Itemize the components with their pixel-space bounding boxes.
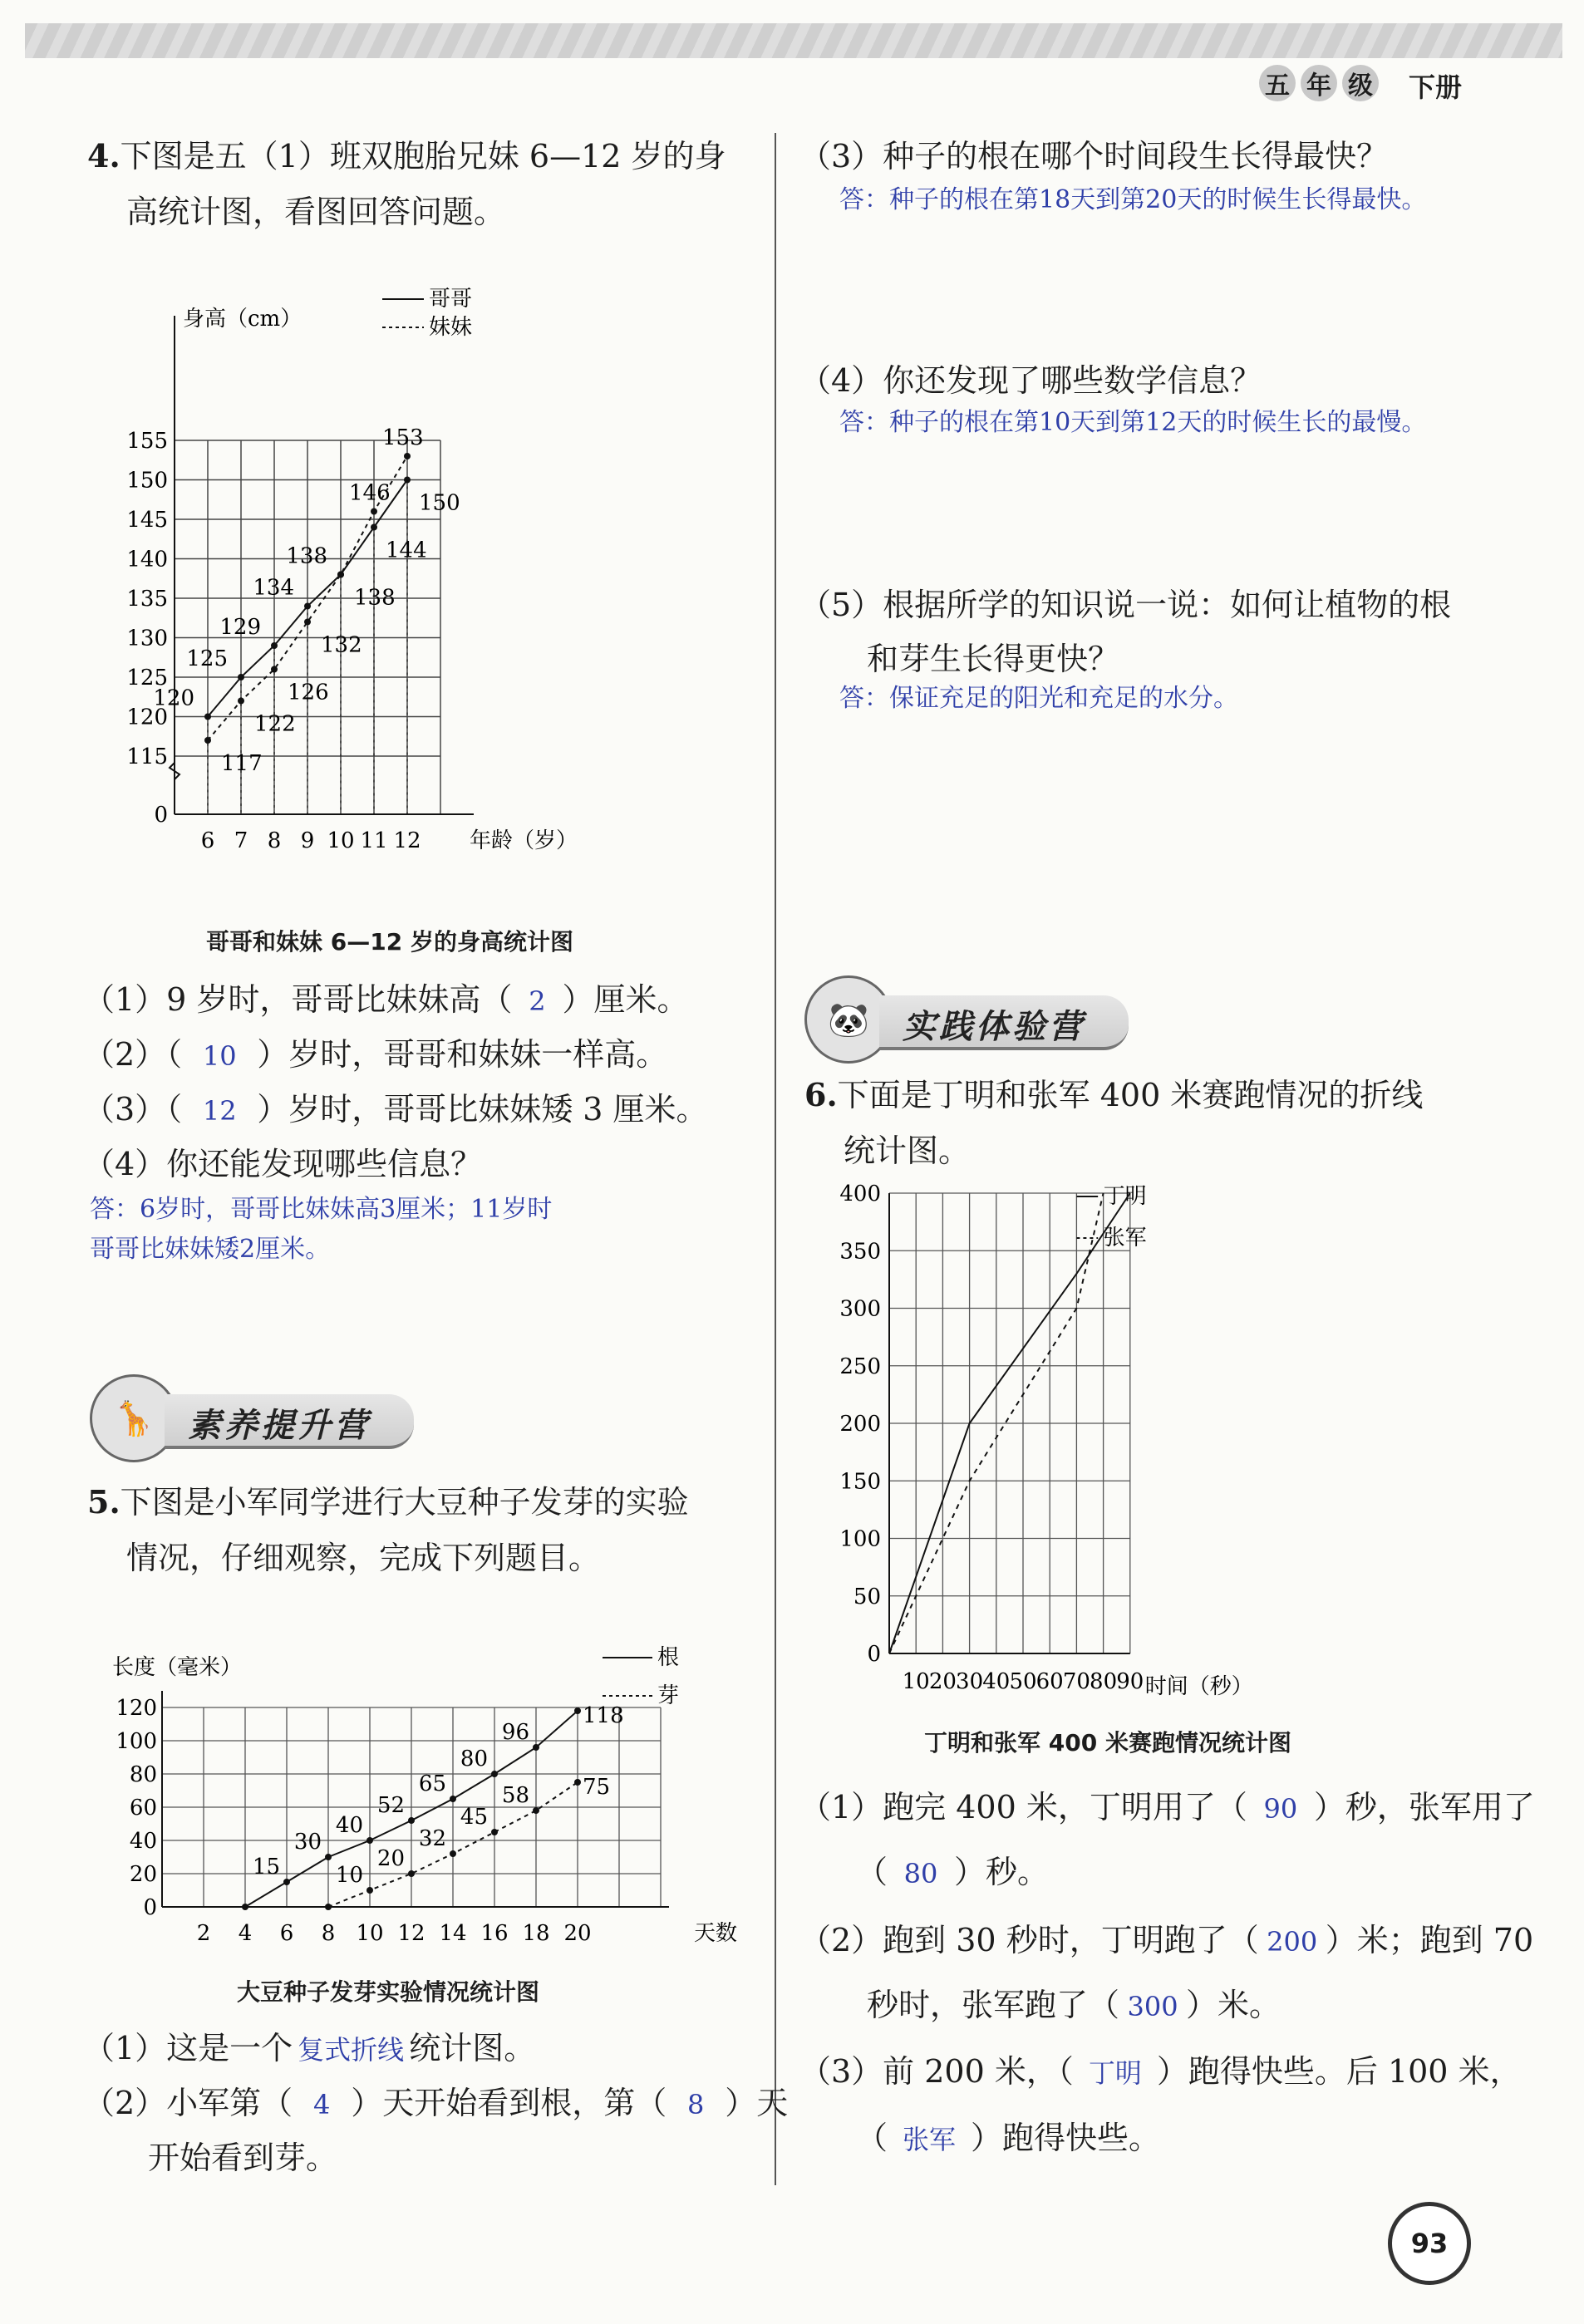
- data-point: [325, 1854, 332, 1860]
- q4-sub3: [83, 1082, 708, 1137]
- y-tick-label: 50: [853, 1584, 881, 1609]
- x-tick-label: 14: [439, 1921, 467, 1946]
- q6-s3-text-end: ）跑得快些。后 100 米，: [1156, 2053, 1522, 2090]
- q6-line1: [804, 1068, 1423, 1123]
- x-tick-label: 20: [563, 1921, 592, 1946]
- y-tick-label: 400: [839, 1182, 881, 1206]
- x-tick-label: 11: [360, 828, 388, 853]
- x-tick-label: 10: [902, 1669, 930, 1694]
- data-label: 96: [501, 1720, 529, 1745]
- data-point: [404, 453, 411, 459]
- q5-line2: 情况，仔细观察，完成下列题目。: [126, 1540, 601, 1576]
- q4-s2-text: （2）（: [83, 1036, 183, 1073]
- q5-s5-answer: 答：保证充足的阳光和充足的水分。: [839, 684, 1238, 713]
- q4-number: 4.: [87, 137, 121, 174]
- x-tick-label: 9: [300, 828, 315, 853]
- data-label: 125: [186, 646, 228, 671]
- giraffe-icon: 🦒: [90, 1374, 178, 1462]
- data-point: [450, 1796, 456, 1802]
- q6-sub3-line2: [856, 2110, 1160, 2166]
- data-point: [337, 572, 344, 578]
- q5-s2-answer2[interactable]: 8: [687, 2089, 705, 2120]
- data-label: 126: [288, 680, 329, 705]
- q4-s3-text: （3）（: [83, 1091, 183, 1128]
- legend-label: 哥哥: [429, 287, 473, 312]
- y-tick-label: 0: [154, 803, 168, 828]
- x-tick-label: 18: [522, 1921, 550, 1946]
- data-label: 10: [335, 1863, 363, 1888]
- panda-icon: 🐼: [804, 975, 893, 1064]
- q5-s2-text-mid: ）天开始看到根，第（: [351, 2085, 667, 2121]
- data-point: [304, 619, 311, 626]
- y-tick-label: 150: [839, 1469, 881, 1495]
- q6-sub1-line2: [856, 1845, 1049, 1900]
- y-tick-label: 0: [143, 1895, 157, 1920]
- y-axis-label: 身高（cm）: [183, 307, 303, 332]
- data-label: 146: [349, 480, 391, 506]
- y-tick-label: 40: [129, 1829, 157, 1854]
- data-point: [325, 1904, 332, 1910]
- practice-banner-title: 实践体验营: [903, 1008, 1085, 1046]
- data-point: [491, 1829, 498, 1835]
- height-chart-caption: 哥哥和妹妹 6—12 岁的身高统计图: [206, 928, 573, 956]
- q5-s3-answer: 答：种子的根在第18天到第20天的时候生长得最快。: [839, 185, 1427, 214]
- q4-s1-answer[interactable]: 2: [529, 985, 546, 1017]
- data-point: [204, 737, 211, 744]
- x-tick-label: 8: [267, 828, 282, 853]
- data-point: [271, 666, 278, 673]
- q5-sub4: （4）你还发现了哪些数学信息？: [799, 362, 1262, 399]
- q6-s1-l2-text-end: ）秒。: [954, 1854, 1050, 1890]
- data-point: [533, 1807, 539, 1814]
- y-tick-label: 350: [839, 1239, 881, 1265]
- grade-char: 级: [1342, 65, 1379, 101]
- legend-label: 丁明: [1103, 1184, 1147, 1209]
- q5-sub5-line1: （5）根据所学的知识说一说：如何让植物的根: [799, 587, 1452, 623]
- x-tick-label: 6: [200, 828, 215, 853]
- data-label: 120: [153, 685, 194, 711]
- data-label: 75: [583, 1775, 611, 1800]
- y-tick-label: 145: [126, 508, 168, 533]
- data-point: [366, 1837, 373, 1844]
- q5-s1-text-end: 统计图。: [409, 2030, 536, 2066]
- q6-s1-answer[interactable]: 90: [1263, 1793, 1298, 1825]
- q4-s1-text: （1）9 岁时，哥哥比妹妹高（: [83, 981, 513, 1018]
- q5-s2-answer1[interactable]: 4: [313, 2089, 331, 2120]
- q6-sub2: [799, 1913, 1533, 1968]
- q6-s2-l2-text-end: ）米。: [1186, 1987, 1281, 2023]
- q6-s2-answer2[interactable]: 300: [1127, 1991, 1178, 2022]
- data-point: [366, 1887, 373, 1894]
- data-label: 150: [419, 490, 460, 516]
- column-divider: [775, 133, 776, 2185]
- data-point: [408, 1870, 415, 1877]
- legend-label: 张军: [1103, 1226, 1147, 1250]
- q4-sub2: [83, 1027, 667, 1083]
- q6-s2-l2-text: 秒时，张军跑了（: [867, 1987, 1120, 2023]
- soybean-chart-caption: 大豆种子发芽实验情况统计图: [237, 1978, 540, 2006]
- height-chart: [83, 249, 765, 914]
- q6-sub3: [799, 2044, 1522, 2100]
- q4-text: 下图是五（1）班双胞胎兄妹 6—12 岁的身: [120, 138, 726, 174]
- q5-s1-answer[interactable]: 复式折线: [298, 2034, 405, 2066]
- data-point: [242, 1904, 248, 1910]
- x-tick-label: 10: [327, 828, 355, 853]
- data-label: 117: [221, 751, 263, 776]
- data-label: 65: [418, 1771, 446, 1796]
- q6-s2-answer[interactable]: 200: [1267, 1926, 1318, 1958]
- data-label: 40: [335, 1813, 363, 1838]
- data-label: 45: [460, 1805, 488, 1830]
- x-tick-label: 10: [356, 1921, 384, 1946]
- data-label: 129: [219, 615, 261, 640]
- data-point: [450, 1850, 456, 1857]
- x-tick-label: 4: [238, 1921, 253, 1946]
- data-label: 122: [254, 711, 296, 737]
- data-point: [283, 1879, 290, 1885]
- data-label: 32: [418, 1826, 446, 1851]
- q5-s2-text: （2）小军第（: [83, 2085, 293, 2121]
- q6-s1-text-end: ）秒，张军用了: [1313, 1789, 1535, 1825]
- y-tick-label: 60: [129, 1796, 157, 1820]
- literacy-banner-title: 素养提升营: [188, 1407, 371, 1445]
- legend-label: 根: [657, 1645, 680, 1670]
- q5-s4-answer: 答：种子的根在第10天到第12天的时候生长的最慢。: [839, 408, 1427, 437]
- x-tick-label: 7: [234, 828, 248, 853]
- q5-text: 下图是小军同学进行大豆种子发芽的实验: [120, 1484, 689, 1521]
- data-label: 80: [460, 1747, 488, 1771]
- legend-label: 妹妹: [429, 315, 473, 340]
- race-chart: [798, 1172, 1562, 1703]
- data-point: [238, 698, 244, 705]
- data-point: [533, 1744, 539, 1751]
- x-tick-label: 2: [196, 1921, 211, 1946]
- x-tick-label: 80: [1090, 1669, 1118, 1694]
- y-tick-label: 200: [839, 1412, 881, 1437]
- data-label: 30: [293, 1830, 322, 1855]
- q5-number: 5.: [87, 1483, 121, 1521]
- x-tick-label: 70: [1062, 1669, 1090, 1694]
- data-label: 20: [376, 1846, 405, 1871]
- page-number-badge: [1388, 2202, 1471, 2285]
- data-label: 52: [376, 1793, 405, 1818]
- x-tick-label: 8: [321, 1921, 336, 1946]
- data-label: 132: [321, 632, 362, 658]
- x-tick-label: 90: [1116, 1669, 1144, 1694]
- y-tick-label: 115: [126, 744, 168, 769]
- q4-sub1: [83, 972, 688, 1028]
- x-axis-label: 年龄（岁）: [469, 828, 578, 853]
- data-label: 138: [286, 543, 327, 569]
- q4-s4-answer-line2: 哥哥比妹妹矮2厘米。: [90, 1235, 331, 1264]
- q4-s3-text-end: ）岁时，哥哥比妹妹矮 3 厘米。: [257, 1091, 708, 1128]
- data-label: 58: [501, 1783, 529, 1808]
- y-tick-label: 155: [126, 429, 168, 454]
- y-tick-label: 120: [116, 1696, 157, 1721]
- x-tick-label: 50: [1009, 1669, 1037, 1694]
- x-tick-label: 6: [279, 1921, 294, 1946]
- q6-s1-answer2[interactable]: 80: [903, 1858, 938, 1889]
- data-point: [574, 1707, 581, 1714]
- race-chart-caption: 丁明和张军 400 米赛跑情况统计图: [924, 1729, 1291, 1757]
- y-tick-label: 135: [126, 587, 168, 612]
- y-tick-label: 130: [126, 626, 168, 651]
- q4-line1: [87, 129, 726, 184]
- q6-s2-text-end: ）米；跑到 70: [1325, 1922, 1534, 1958]
- y-axis-label: 长度（毫米）: [112, 1655, 243, 1680]
- q5-sub2: [83, 2076, 788, 2131]
- q5-s2-text-end: ）天: [725, 2085, 789, 2121]
- q4-s4-answer-line1: 答：6岁时，哥哥比妹妹高3厘米；11岁时: [90, 1195, 553, 1224]
- q4-s2-text-end: ）岁时，哥哥和妹妹一样高。: [257, 1036, 668, 1073]
- x-tick-label: 40: [982, 1669, 1011, 1694]
- q4-s2-answer[interactable]: 10: [202, 1040, 237, 1072]
- soybean-chart: [83, 1612, 765, 1953]
- q6-sub2-line2: [867, 1978, 1281, 2033]
- q5-line1: [87, 1475, 689, 1530]
- page-number: 93: [1410, 2228, 1449, 2259]
- y-tick-label: 100: [839, 1526, 881, 1552]
- q6-text: 下面是丁明和张军 400 米赛跑情况的折线: [837, 1077, 1424, 1113]
- data-label: 15: [252, 1855, 280, 1879]
- q6-s2-text: （2）跑到 30 秒时，丁明跑了（: [799, 1922, 1259, 1958]
- data-label: 138: [354, 585, 396, 611]
- y-tick-label: 300: [839, 1296, 881, 1322]
- q6-s3-answer[interactable]: 丁明: [1088, 2057, 1142, 2089]
- x-tick-label: 12: [397, 1921, 426, 1946]
- q6-sub1: [799, 1780, 1535, 1835]
- q6-number: 6.: [804, 1076, 838, 1113]
- y-tick-label: 250: [839, 1354, 881, 1379]
- header-stripe: [25, 23, 1562, 58]
- q6-s3-l2-text-end: ）跑得快些。: [971, 2120, 1161, 2156]
- q4-line2: 高统计图，看图回答问题。: [126, 194, 506, 230]
- q6-s3-l2-text: （: [856, 2120, 888, 2156]
- q5-s1-text: （1）这是一个: [83, 2030, 293, 2066]
- grade-char: 五: [1259, 65, 1296, 101]
- volume-label: 下册: [1409, 71, 1463, 103]
- x-tick-label: 16: [480, 1921, 509, 1946]
- legend-label: 芽: [657, 1683, 680, 1708]
- y-tick-label: 100: [116, 1729, 157, 1754]
- q5-sub5-line2: 和芽生长得更快？: [867, 641, 1120, 677]
- data-point: [491, 1771, 498, 1777]
- data-label: 153: [382, 425, 424, 450]
- grade-badge: [1259, 65, 1379, 101]
- data-label: 144: [386, 538, 427, 563]
- y-tick-label: 0: [867, 1642, 881, 1667]
- y-tick-label: 140: [126, 547, 168, 572]
- data-label: 118: [583, 1703, 624, 1728]
- data-point: [371, 509, 377, 515]
- q5-sub3: （3）种子的根在哪个时间段生长得最快？: [799, 138, 1389, 174]
- x-axis-label: 天数: [694, 1921, 738, 1946]
- y-tick-label: 150: [126, 468, 168, 494]
- x-tick-label: 30: [956, 1669, 984, 1694]
- literacy-banner: [90, 1371, 422, 1462]
- q6-s1-text: （1）跑完 400 米，丁明用了（: [799, 1789, 1247, 1825]
- q6-s3-text: （3）前 200 米，（: [799, 2053, 1074, 2090]
- y-tick-label: 80: [129, 1762, 157, 1787]
- x-tick-label: 20: [928, 1669, 957, 1694]
- y-tick-label: 125: [126, 666, 168, 690]
- practice-banner: [804, 972, 1145, 1064]
- data-point: [574, 1779, 581, 1786]
- q5-sub1: [83, 2021, 535, 2076]
- x-tick-label: 12: [393, 828, 421, 853]
- y-tick-label: 20: [129, 1862, 157, 1887]
- q4-s3-answer[interactable]: 12: [202, 1095, 237, 1127]
- q6-s3-answer2[interactable]: 张军: [903, 2124, 957, 2155]
- x-axis-label: 时间（秒）: [1144, 1674, 1253, 1699]
- q4-s1-text-end: ）厘米。: [562, 981, 689, 1018]
- y-tick-label: 120: [126, 705, 168, 730]
- q6-s1-l2-text: （: [856, 1854, 888, 1890]
- data-label: 134: [253, 575, 294, 601]
- q6-line2: 统计图。: [844, 1133, 971, 1169]
- grade-char: 年: [1301, 65, 1337, 101]
- q5-sub2-line2: 开始看到芽。: [148, 2140, 338, 2176]
- q4-sub4: （4）你还能发现哪些信息？: [83, 1146, 483, 1182]
- data-point: [408, 1817, 415, 1824]
- x-tick-label: 60: [1036, 1669, 1064, 1694]
